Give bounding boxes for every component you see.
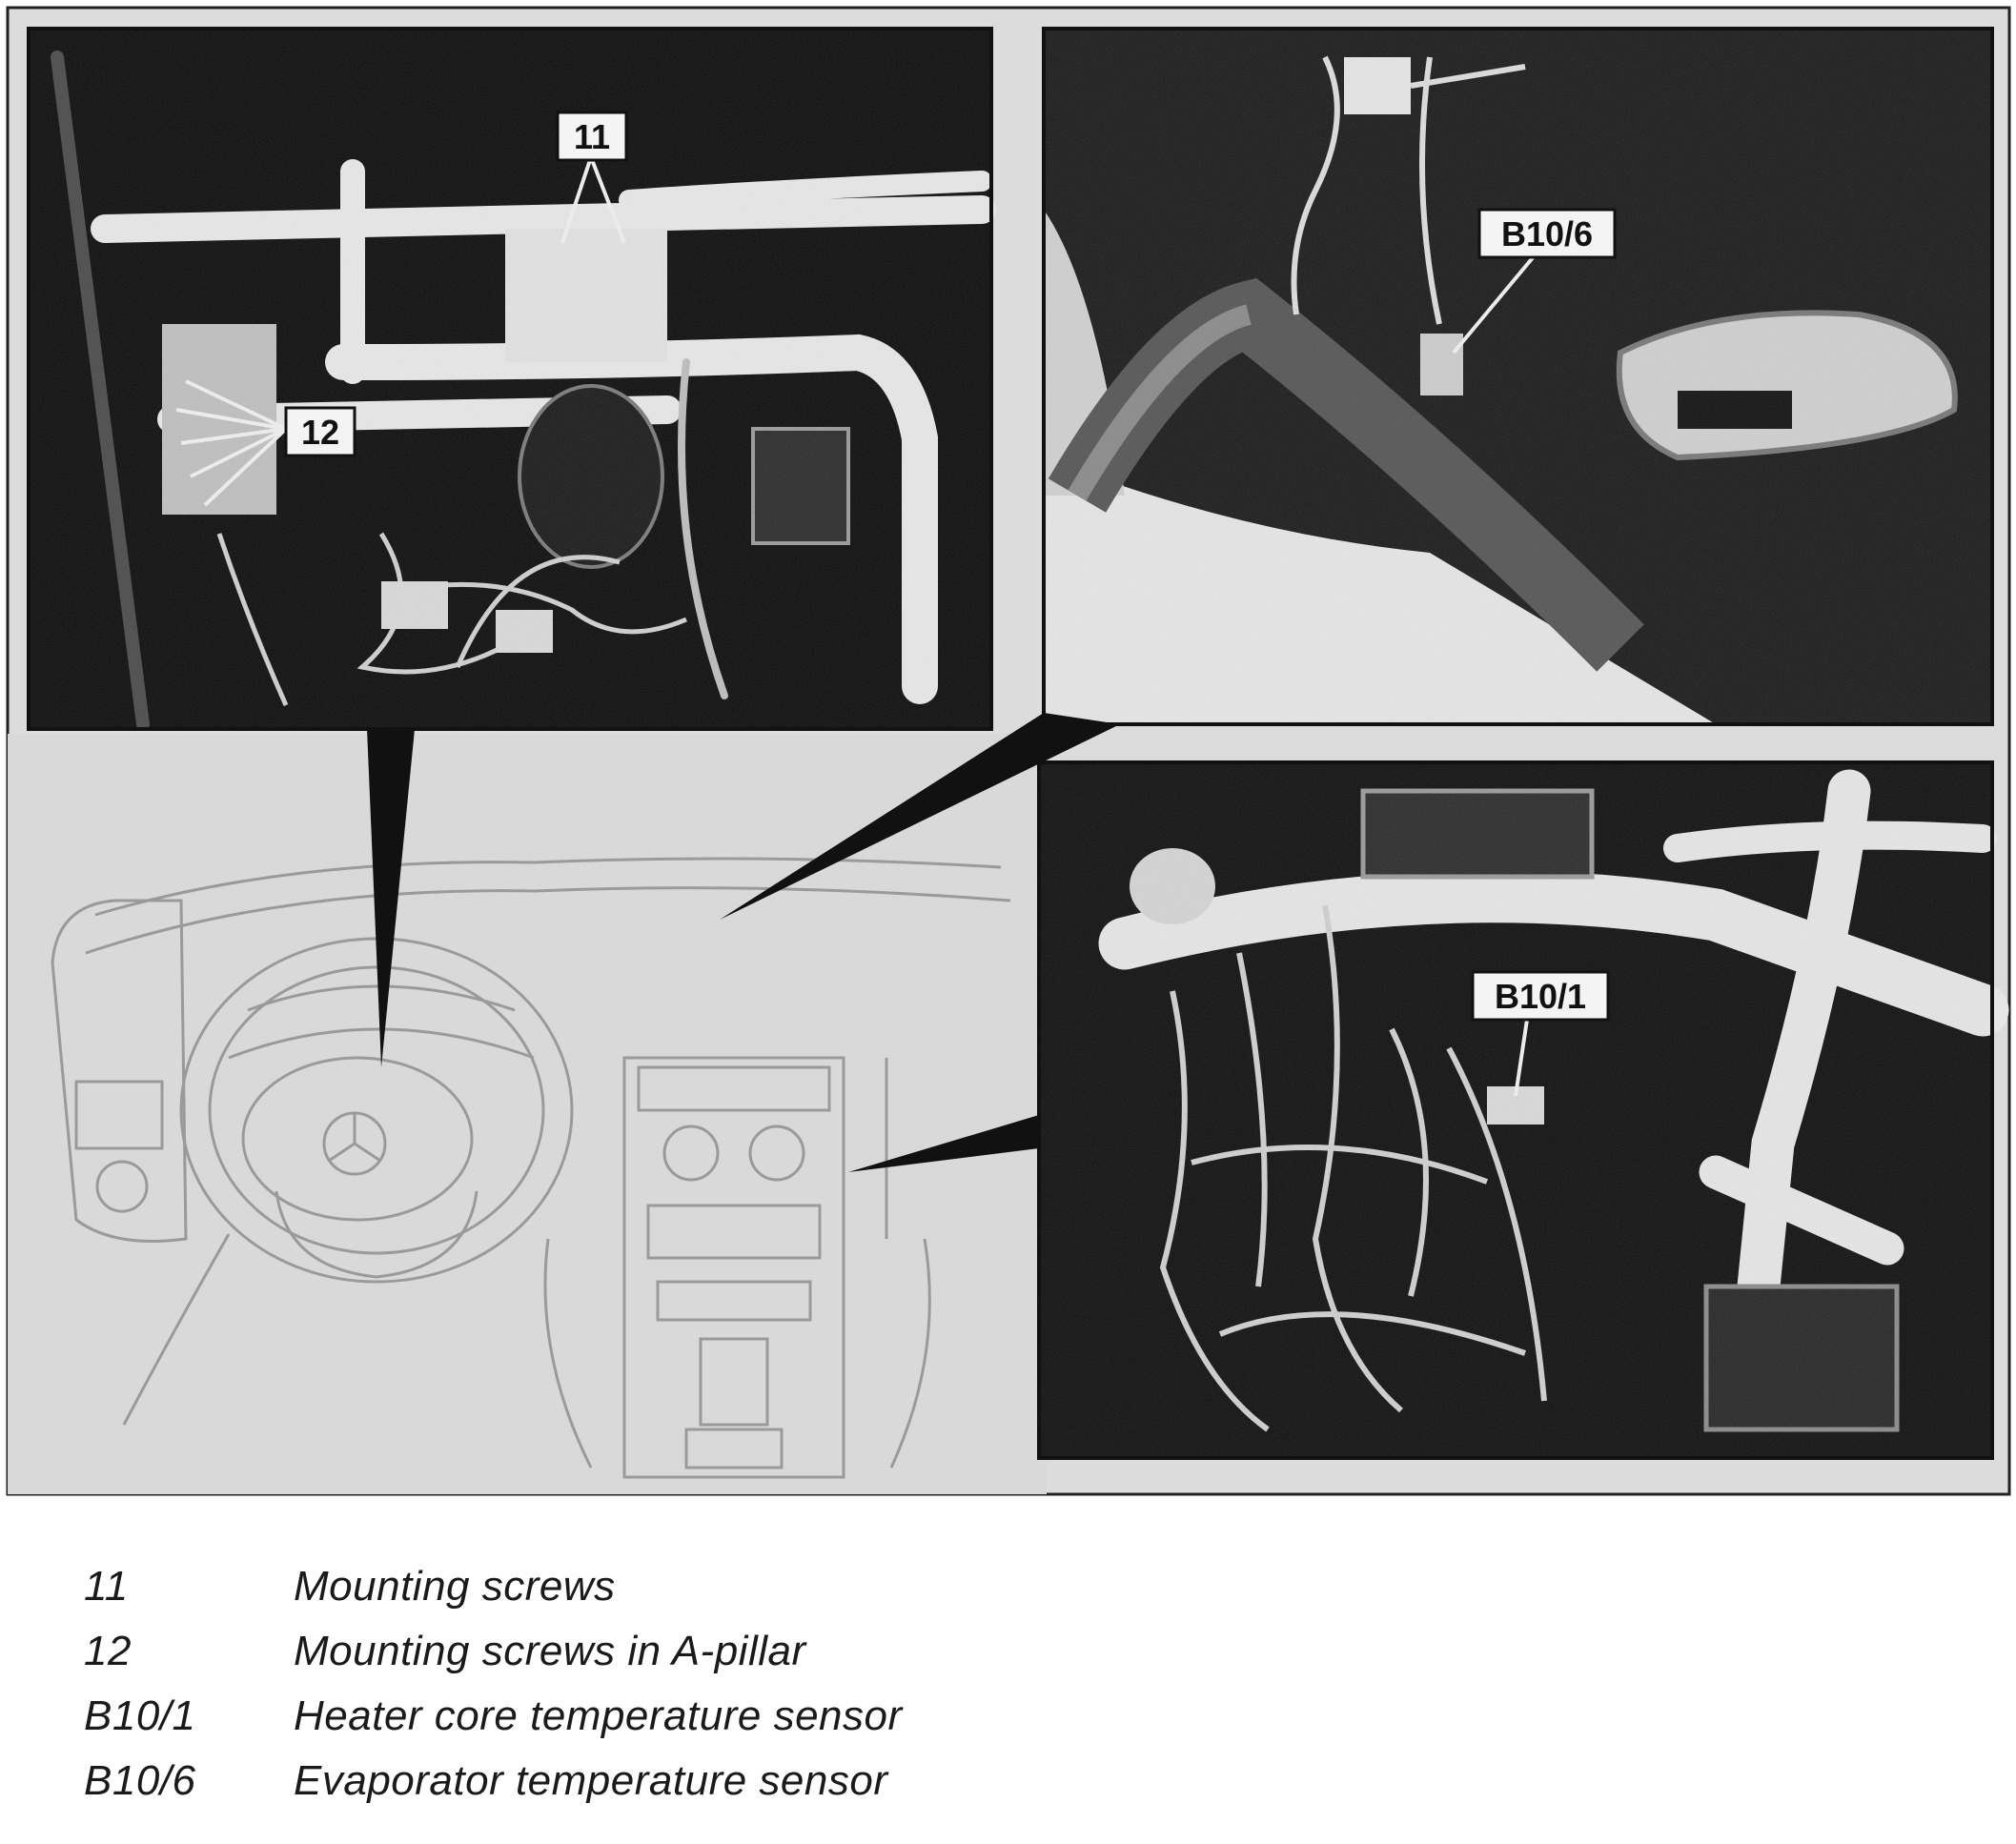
photo-label-12: [286, 408, 355, 456]
photo-label-12-text: 12: [300, 413, 340, 452]
photo-label-b10-6-text: B10/6: [1500, 214, 1594, 253]
legend-description: Mounting screws in A-pillar: [294, 1628, 806, 1674]
legend-description: Mounting screws: [294, 1563, 616, 1610]
legend-code: 12: [84, 1628, 132, 1674]
photo-heater-core-sensor: [1039, 762, 1992, 1458]
photo-label-11: [558, 112, 626, 160]
legend-code: B10/1: [84, 1692, 196, 1739]
photo-upper-dashboard: [29, 29, 991, 729]
photo-label-11-text: 11: [573, 117, 611, 156]
photo-label-b10-1: [1473, 972, 1608, 1020]
dashboard-drawing: [8, 734, 1047, 1494]
legend-code: B10/6: [84, 1757, 196, 1804]
photo-label-b10-1-text: B10/1: [1494, 977, 1587, 1016]
legend-code: 11: [84, 1563, 129, 1610]
legend-description: Evaporator temperature sensor: [294, 1757, 888, 1804]
legend-description: Heater core temperature sensor: [294, 1692, 903, 1739]
photo-evaporator-sensor: [1044, 29, 1992, 724]
photo-label-b10-6: [1479, 210, 1615, 257]
